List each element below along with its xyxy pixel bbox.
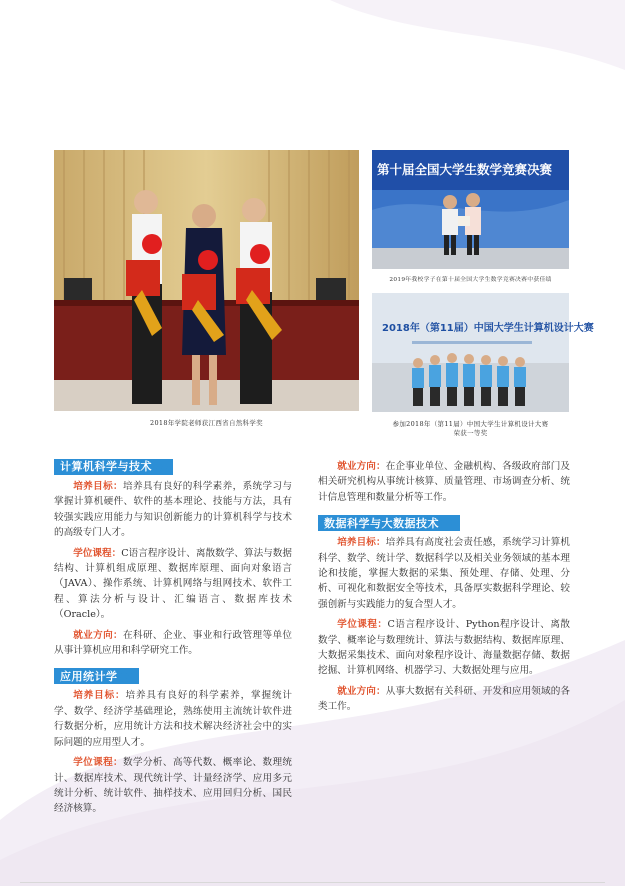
bigdata-course-paragraph	[318, 617, 570, 679]
bigdata-goal-text: 培养具有高度社会责任感，系统学习计算机科学、数学、统计学、数据科学以及相关业务领域的基本理论和技能，掌握大数据的采集、预处理、存储、处理、分析、可视化和数据安全等技术，具备厚实数据科学理论、较强创新与实践能力的复合型人才。	[318, 537, 571, 610]
bigdata-course-label: 学位课程：	[337, 619, 388, 631]
bigdata-goal-label: 培养目标：	[337, 537, 386, 549]
left-text-column	[54, 459, 292, 817]
stats-goal-paragraph	[54, 688, 292, 750]
math-banner-text: 第十届全国大学生数学竞赛决赛	[377, 162, 553, 177]
cs-job-label: 就业方向：	[73, 629, 124, 641]
right-bottom-caption-line1: 参加2018年（第11届）中国大学生计算机设计大赛	[392, 420, 549, 428]
left-photo-caption: 2018年学院老师获江西省自然科学奖	[150, 419, 263, 427]
stats-job-label: 就业方向：	[337, 461, 386, 472]
cs-goal-label: 培养目标：	[73, 481, 124, 492]
stats-job-paragraph	[318, 459, 570, 505]
bigdata-job-paragraph	[318, 684, 570, 715]
cs-goal-text: 培养具有良好的科学素养，系统学习与掌握计算机硬件、软件的基本理论、技能与方法，具有较强实践应用能力与知识创新能力的计算机科学与技术的高级专门人才。	[54, 481, 293, 539]
stats-job-text: 在企事业单位、金融机构、各级政府部门及相关研究机构从事统计核算、质量管理、市场调查分析、统计信息管理和数量分析等工作。	[318, 461, 571, 503]
cs-course-text: C语言程序设计、离散数学、算法与数据结构、计算机组成原理、数据库原理、面向对象语言（JAVA）、操作系统、计算机网络与组网技术、软件工程、算法分析与设计、汇编语言、数据库技术（Oracle）。	[54, 547, 292, 621]
chevron-right-icon	[120, 669, 135, 684]
section-title-cs: 计算机科学与技术	[60, 460, 152, 474]
right-top-photo-caption: 2019年我校学子在第十届全国大学生数学竞赛决赛中获佳绩	[389, 277, 552, 283]
bottom-divider	[20, 882, 605, 883]
cs-goal-paragraph	[54, 479, 292, 541]
stats-course-label: 学位课程：	[73, 757, 124, 769]
section-heading-stats	[54, 668, 139, 684]
bigdata-goal-paragraph	[318, 535, 570, 612]
section-heading-cs	[54, 459, 173, 475]
award-ceremony-photo	[54, 150, 359, 411]
section-title-stats: 应用统计学	[60, 669, 118, 683]
section-title-bigdata: 数据科学与大数据技术	[324, 516, 439, 530]
stats-goal-label: 培养目标：	[73, 690, 126, 702]
right-bottom-photo-caption	[372, 420, 569, 438]
chevron-right-icon	[441, 516, 456, 531]
bigdata-job-label: 就业方向：	[337, 685, 386, 697]
computer-design-competition-photo	[372, 293, 594, 412]
cs-course-paragraph	[54, 546, 292, 623]
bigdata-job-text: 从事大数据有关科研、开发和应用领域的各类工作。	[318, 685, 571, 713]
design-banner-text: 2018年（第11届）中国大学生计算机设计大赛	[382, 323, 594, 334]
cs-job-paragraph	[54, 628, 292, 659]
right-bottom-caption-line2: 荣获一等奖	[453, 429, 488, 437]
stats-course-paragraph	[54, 755, 292, 817]
stats-goal-text: 培养具有良好的科学素养，掌握统计学、数学、经济学基础理论，熟练使用主流统计软件进行数据分析，应用统计方法和技术解决经济社会中的实际问题的应用型人才。	[54, 690, 293, 748]
stats-course-text: 数学分析、高等代数、概率论、数理统计、数据库技术、现代统计学、计量经济学、应用多元统计分析、统计软件、抽样技术、应用回归分析、国民经济核算。	[54, 757, 293, 815]
section-heading-bigdata	[318, 515, 460, 531]
chevron-right-icon	[154, 459, 169, 474]
right-text-column	[318, 459, 570, 720]
cs-course-label: 学位课程：	[73, 547, 122, 559]
bigdata-course-text: C语言程序设计、Python程序设计、离散数学、概率论与数理统计、算法与数据结构、数据库原理、大数据采集技术、面向对象程序设计、海量数据存储、数据挖掘、计算机网络、机器学习、大数据处理与应用。	[318, 619, 570, 677]
math-competition-photo	[372, 150, 569, 269]
cs-job-text: 在科研、企业、事业和行政管理等单位从事计算机应用和科学研究工作。	[54, 629, 293, 657]
